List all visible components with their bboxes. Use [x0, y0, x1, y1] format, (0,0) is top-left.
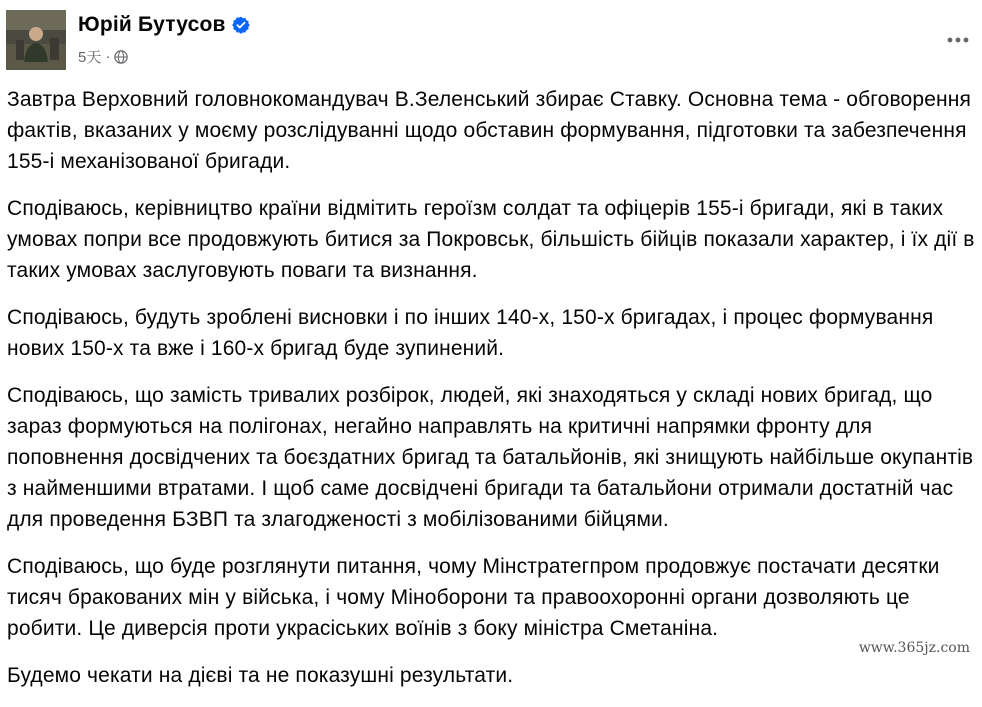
post-timestamp[interactable]: 5天 — [78, 49, 102, 66]
post-paragraph: Завтра Верховний головнокомандувач В.Зеленський збирає Ставку. Основна тема - обговорення фактів, вказаних у моєму розслідуванні щодо обставин формування, підготовки та забезпечення 155-і механізованої бригади. — [7, 88, 972, 173]
post-text — [7, 84, 975, 707]
avatar-photo — [6, 10, 66, 70]
post-paragraph: Сподіваюсь, що буде розглянути питання, чому Мінстратегпром продовжує постачати десятки тисяч бракованих мін у війська, і чому Міноборони та правоохоронні органи дозволяють це робити. Це диверсія проти украсіських воїнів з боку міністра Сметаніна. — [7, 555, 940, 640]
author-avatar[interactable] — [6, 10, 66, 70]
more-options-button[interactable] — [940, 22, 976, 58]
globe-icon[interactable] — [114, 50, 128, 64]
watermark: www.365jz.com — [855, 639, 974, 657]
post-header — [6, 8, 982, 72]
post-paragraph: Сподіваюсь, будуть зроблені висновки і по інших 140-х, 150-х бригадах, і процес формування нових 150-х та вже і 160-х бригад буде зупинений. — [7, 306, 934, 360]
author-line — [78, 13, 250, 37]
more-options-icon — [947, 37, 969, 43]
post-paragraph: Будемо чекати на дієві та не показушні результати. — [7, 664, 514, 687]
post-paragraph: Сподіваюсь, що замість тривалих розбірок, людей, які знаходяться у складі нових бригад, що зараз формуються на полігонах, негайно направлять на критичні напрямки фронту для поповнення досвідчених та боєздатних бригад та батальйонів, які знищують найбільше окупантів з найменшими втратами. І щоб саме досвідчені бригади та батальйони отримали достатній час для проведення БЗВП та злагодженості з мобілізованими бійцями. — [7, 384, 974, 531]
verified-badge-icon — [232, 16, 250, 34]
meta-separator: · — [105, 48, 111, 65]
post-meta — [78, 46, 128, 67]
post-paragraph: Сподіваюсь, керівництво країни відмітить героїзм солдат та офіцерів 155-і бригади, які в таких умовах попри все продовжують битися за Покровськ, більшість бійців показали характер, і їх дії в таких умовах заслуговують поваги та визнання. — [7, 197, 975, 282]
author-name[interactable]: Юрій Бутусов — [78, 13, 226, 36]
